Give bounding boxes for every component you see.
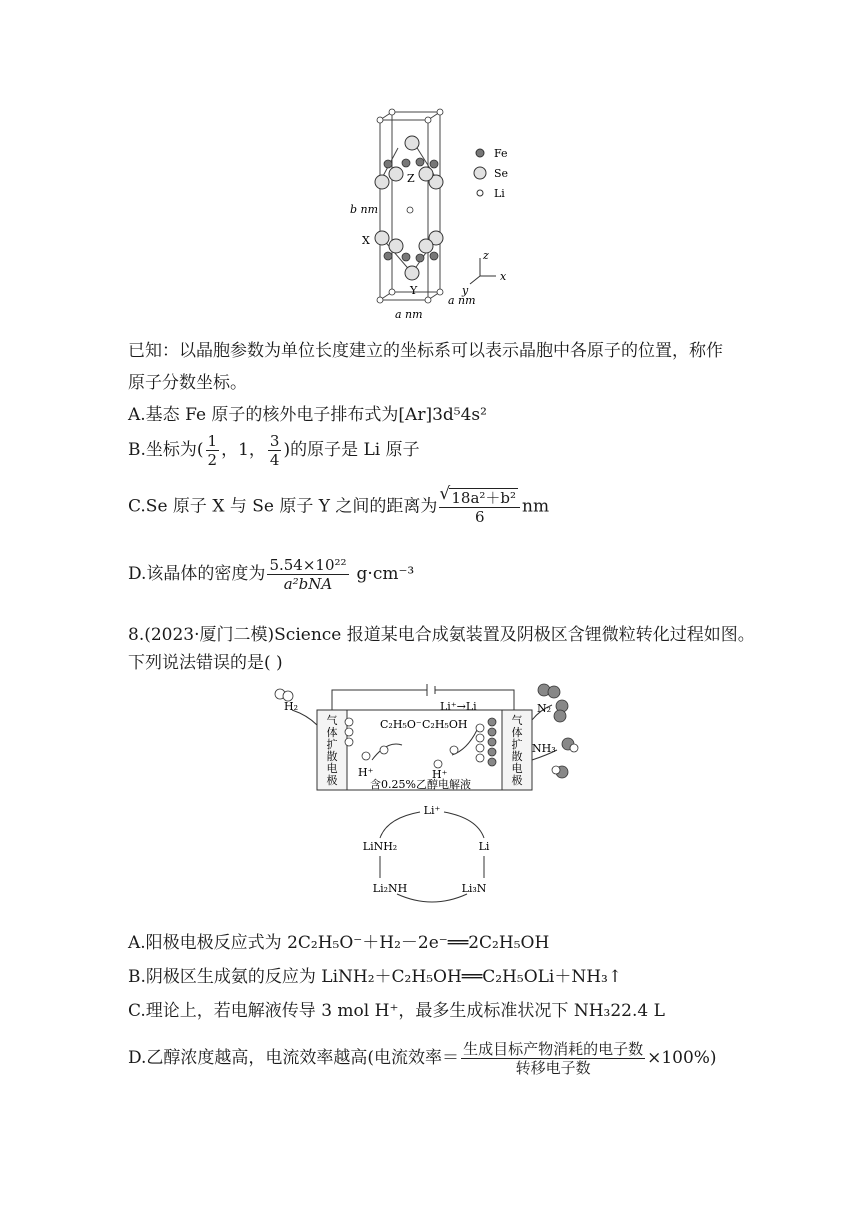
frac-num: 3 (269, 432, 280, 450)
frac-den: 转移电子数 (515, 1059, 591, 1077)
site-x-label: X (362, 234, 370, 247)
axis-z-label: z (483, 249, 489, 262)
n2-label: N₂ (537, 702, 552, 715)
frac-num: 1 (207, 432, 218, 450)
q8-option-c: C.理论上，若电解液传导 3 mol H⁺，最多生成标准状况下 NH₃22.4 L (128, 1001, 665, 1021)
left-electrode-char: 气 (326, 714, 338, 727)
current-efficiency-fraction (461, 1040, 645, 1077)
cycle-li-plus: Li⁺ (423, 804, 441, 817)
right-electrode-char: 扩 (511, 738, 523, 751)
q7-option-c (128, 488, 549, 526)
q8-option-d (128, 1040, 717, 1077)
fraction-three-quarters (268, 432, 282, 469)
right-electrode-char: 极 (511, 774, 523, 787)
q8-option-b: B.阴极区生成氨的反应为 LiNH₂＋C₂H₅OH══C₂H₅OLi＋NH₃↑ (128, 967, 623, 987)
q7-d-prefix: D.该晶体的密度为 (128, 564, 266, 584)
frac-num: 生成目标产物消耗的电子数 (463, 1040, 644, 1058)
h-plus-left-label: H⁺ (358, 766, 374, 779)
right-electrode-char: 电 (511, 762, 523, 775)
site-z-label: Z (407, 172, 415, 185)
nh3-label: NH₃ (532, 742, 556, 755)
right-electrode-char: 散 (511, 750, 523, 763)
sqrt-expression: √ 18a²＋b² (449, 488, 518, 507)
ethanol-label: C₂H₅OH (422, 718, 468, 731)
known-line-1: 已知：以晶胞参数为单位长度建立的坐标系可以表示晶胞中各原子的位置，称作 (128, 341, 723, 361)
left-electrode-char: 极 (326, 774, 338, 787)
electrolyte-label: 含0.25%乙醇电解液 (370, 778, 471, 791)
q7-b-suffix: )的原子是 Li 原子 (283, 440, 420, 460)
left-electrode-char: 体 (326, 726, 338, 739)
frac-den: 6 (474, 508, 485, 526)
h-plus-right-label: H⁺ (432, 768, 448, 781)
legend-li: Li (494, 187, 505, 200)
q8-d-prefix: D.乙醇浓度越高，电流效率越高(电流效率＝ (128, 1048, 460, 1068)
site-y-label: Y (410, 284, 418, 297)
q7-c-suffix: nm (522, 496, 550, 517)
q8-stem-line-2: 下列说法错误的是( ) (128, 653, 283, 673)
frac-den: a²bNA (283, 575, 333, 593)
frac-den: 2 (207, 451, 218, 469)
q7-c-prefix: C.Se 原子 X 与 Se 原子 Y 之间的距离为 (128, 496, 438, 517)
ethoxide-label: C₂H₅O⁻ (380, 718, 422, 731)
cycle-li2nh: Li₂NH (372, 882, 408, 895)
q7-b-mid: ，1， (221, 440, 266, 460)
q8-option-a: A.阳极电极反应式为 2C₂H₅O⁻＋H₂－2e⁻══2C₂H₅OH (128, 933, 550, 953)
q7-d-suffix: g·cm⁻³ (356, 564, 415, 584)
fraction-half (206, 432, 220, 469)
cycle-linh2: LiNH₂ (362, 840, 398, 853)
electrolysis-cell-figure (262, 680, 602, 908)
q7-option-b (128, 432, 420, 469)
a-nm-side-label: a nm (448, 294, 476, 307)
cycle-li3n: Li₃N (461, 882, 487, 895)
frac-den: 4 (269, 451, 280, 469)
b-nm-label: b nm (350, 203, 379, 216)
frac-num: 5.54×10²² (269, 556, 347, 574)
a-nm-bottom-label: a nm (395, 308, 423, 321)
density-fraction (267, 556, 348, 593)
q7-b-prefix: B.坐标为( (128, 440, 204, 460)
left-electrode-char: 散 (326, 750, 338, 763)
axis-x-label: x (500, 270, 507, 283)
legend-se: Se (494, 167, 509, 180)
axis-y-label: y (462, 284, 469, 297)
right-electrode-char: 气 (511, 714, 523, 727)
q8-d-suffix: ×100%) (647, 1048, 717, 1068)
q7-option-a: A.基态 Fe 原子的核外电子排布式为[Ar]3d⁵4s² (128, 405, 487, 425)
q8-stem-line-1: 8.(2023·厦门二模)Science 报道某电合成氨装置及阴极区含锂微粒转化过程如图。 (128, 625, 755, 645)
crystal-structure-figure (340, 108, 530, 324)
h2-label: H₂ (284, 700, 299, 713)
left-electrode-char: 扩 (326, 738, 338, 751)
right-electrode-char: 体 (511, 726, 523, 739)
cycle-li: Li (478, 840, 490, 853)
distance-fraction (439, 488, 520, 526)
known-line-2: 原子分数坐标。 (128, 373, 247, 393)
left-electrode-char: 电 (326, 762, 338, 775)
li-reduction-label: Li⁺→Li (440, 700, 477, 713)
legend-fe: Fe (494, 147, 508, 160)
q7-option-d (128, 556, 414, 593)
